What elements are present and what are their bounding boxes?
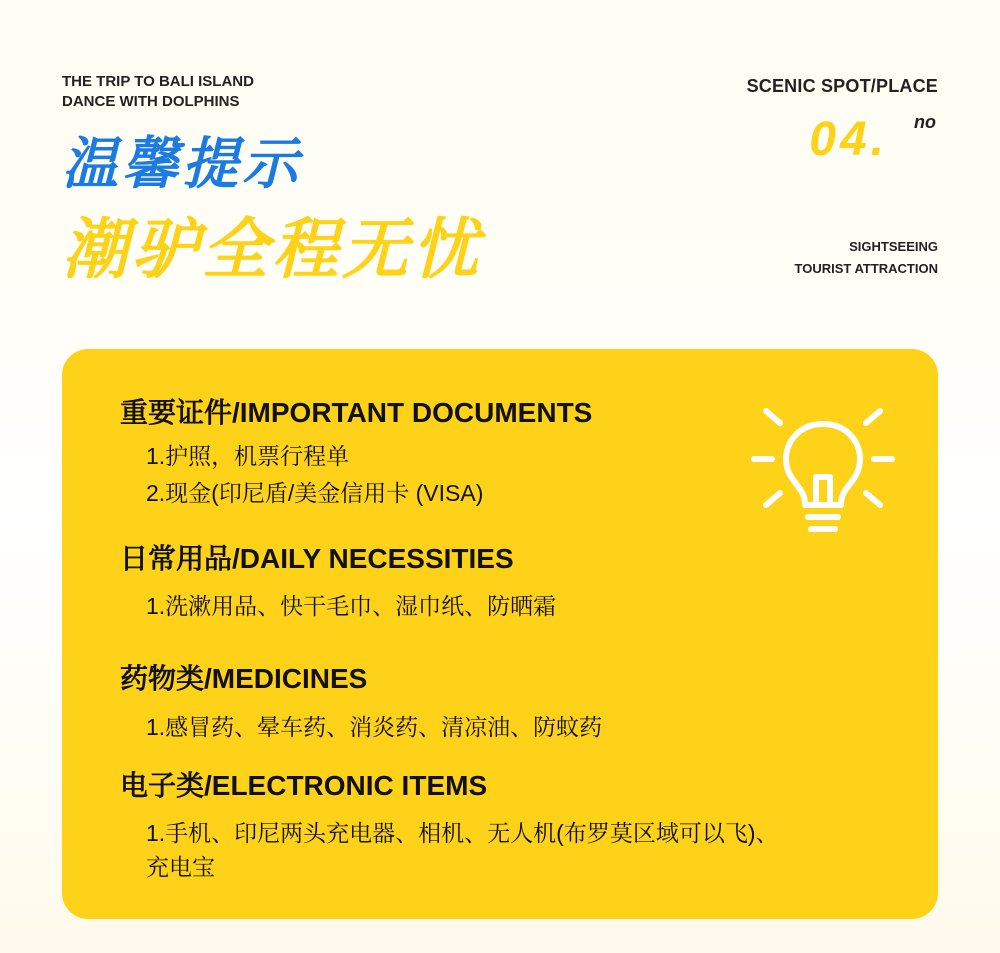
header-left-line2: DANCE WITH DOLPHINS [62,93,240,110]
lightbulb-icon [748,399,898,549]
section-item: 充电宝 [146,854,215,880]
section-number-sup: no [914,112,936,132]
header-left-text [62,72,254,112]
tips-card [62,349,938,919]
header-right-bottom-line1: SIGHTSEEING [849,239,938,254]
header-right-bottom-line2: TOURIST ATTRACTION [794,261,938,276]
section-number: 04. [809,113,888,166]
header-left-line1: THE TRIP TO BALI ISLAND [62,73,254,90]
section-item: 2.现金(印尼盾/美金信用卡 (VISA) [146,480,484,506]
section-item: 1.手机、印尼两头充电器、相机、无人机(布罗莫区域可以飞)、 [146,820,779,846]
section-item: 1.感冒药、晕车药、消炎药、清凉油、防蚊药 [146,714,603,740]
section-item: 1.护照，机票行程单 [146,443,350,469]
header-right-title: SCENIC SPOT/PLACE [746,76,938,96]
section-title-electronics: 电子类/ELECTRONIC ITEMS [120,770,488,801]
page-subtitle: 潮驴全程无忧 [62,212,482,286]
page-title: 温馨提示 [62,132,302,195]
section-title-documents: 重要证件/IMPORTANT DOCUMENTS [120,397,593,428]
section-title-necessities: 日常用品/DAILY NECESSITIES [120,543,514,574]
header-right-bottom [795,236,938,280]
section-item: 1.洗漱用品、快干毛巾、湿巾纸、防晒霜 [146,593,557,619]
section-title-medicines: 药物类/MEDICINES [120,663,368,694]
